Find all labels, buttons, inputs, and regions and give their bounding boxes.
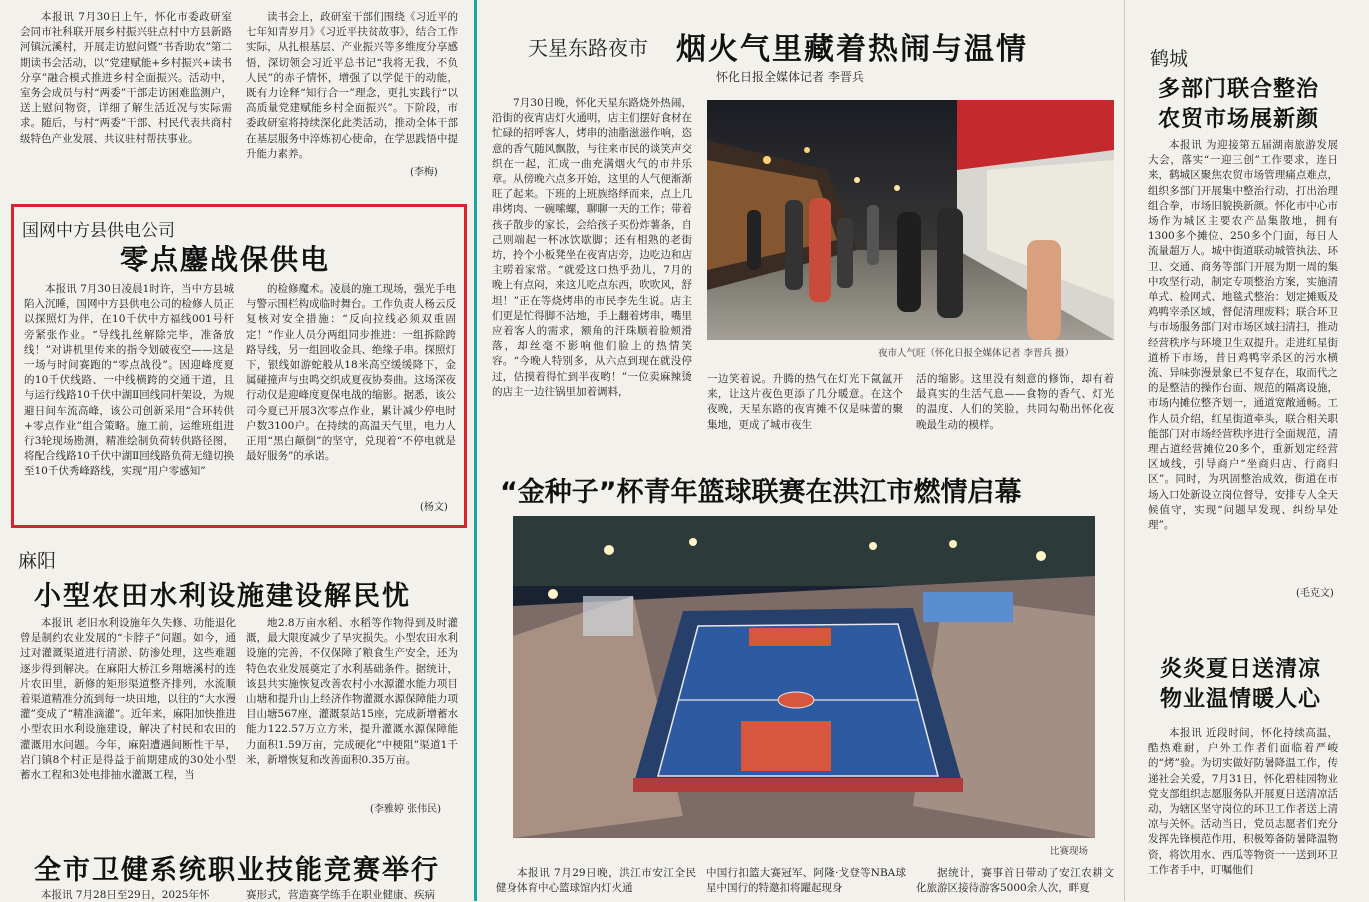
power-col2: 的检修魔术。凌晨的施工现场，强光手电与警示围栏构成临时舞台。工作负责人杨云反复核对安全措施：“反向拉线必须双重固定！”作业人员分两组同步推进：一组拆除跨路导线，另一组回收金具、绝缘子串。探照灯下，银线如游蛇般从18米高空缓缓降下，金属碰撞声与虫鸣交织成夏夜协奏曲。这场深夜行动仅是迎峰度夏保电战的缩影。据悉，该公司今夏已开展3次零点作业，累计减少停电时户数3100户。在持续的高温天气里，电力人正用“黑白颠倒”的坚守，兑现着“不停电就是最好服务”的承诺。 xyxy=(246,283,456,463)
health-headline: 全市卫健系统职业技能竞赛举行 xyxy=(34,855,440,886)
basketball-col1: 本报讯 7月29日晚，洪江市安江全民健身体育中心篮球馆内灯火通 xyxy=(496,867,696,895)
health-col1: 本报讯 7月28日至29日，2025年怀 xyxy=(41,889,210,901)
hecheng-headline-line1: 多部门联合整治 xyxy=(1158,77,1320,102)
mayang-signature: (李雅婷 张伟民) xyxy=(370,804,441,815)
left-top-col2: 读书会上，政研室干部们围绕《习近平的七年知青岁月》《习近平扶贫故事》，结合工作实际，从扎根基层、产业振兴等多维度分享感悟，深切领会习近平总书记“我将无我，不负人民”的赤子情怀，增强了以学促干的动能，既有力诠释“知行合一”理念，更扎实践行“以高质量党建赋能乡村全面振兴”。下阶段，市委政研室将持续深化此类活动，推动全体干部在基层服务中淬炼初心使命，在学思践悟中提升能力素养。 xyxy=(246,11,458,160)
health-col2: 赛形式，营造赛学练手在职业健康、疾病 xyxy=(246,889,435,901)
power-kicker: 国网中方县供电公司 xyxy=(22,221,175,241)
basketball-arena-illustration xyxy=(513,516,1095,838)
basketball-col3: 据统计，赛事首日带动了安江农耕文化旅游区接待游客5000余人次，畔夏 xyxy=(916,867,1114,895)
mayang-col1: 本报讯 老旧水利设施年久失修、功能退化曾是制约农业发展的“卡脖子”问题。如今，通过对灌溉渠道进行清淤、防渗处理，这些难题逐步得到解决。在麻阳大桥江乡翔塘溪村的连片农田里，新修的矩形渠道整齐排列，水流顺着渠道精准分流到每一块田地，以往的“大水漫灌”变成了“精准滴灌”。近年来，麻阳加快推进小型农田水利设施建设，解决了村民和农田的灌溉用水问题。今年，麻阳遭遇间断性干旱，岩门镇8个村正是得益于前期建成的30处小型蓄水工程和3处电排抽水灌溉工程，当 xyxy=(20,617,236,782)
basketball-col2: 中国行扣篮大赛冠军、阿隆·戈登等NBA球星中国行的特邀扣将躍起现身 xyxy=(706,867,906,895)
basketball-photo-caption: 比赛现场 xyxy=(1050,846,1089,857)
summer-headline-line1: 炎炎夏日送清凉 xyxy=(1160,657,1322,682)
power-headline: 零点鏖战保供电 xyxy=(120,243,331,276)
hecheng-signature: (毛克文) xyxy=(1296,588,1334,599)
basketball-photo xyxy=(513,516,1095,838)
power-col1: 本报讯 7月30日凌晨1时许，当中方县城陷入沉睡，国网中方县供电公司的检修人员正以探照灯为伴，在10千伏中方福线001号杆旁紧张作业。“导线扎丝解除完毕，准备放线！”对讲机里传来的指令划破夜空——这是一场与时间赛跑的“零点战役”。因迎峰度夏的10千伏线路、一中线横跨的交通干道，且与运行线路10千伏中湖Ⅱ回线同杆架设，为规避日间车流高峰，该公司创新采用“合环转供+零点作业”组合策略。施工前，运维班组进行3轮现场勘测，精准绘制负荷转供路径图，将配合线路10千伏中湖Ⅱ回线路负荷无缝切换至10千伏秀峰路线，实现“用户零感知” xyxy=(24,283,234,478)
left-top-signature: (李梅) xyxy=(410,167,438,178)
mayang-kicker: 麻阳 xyxy=(18,550,57,572)
basketball-headline: “金种子”杯青年篮球联赛在洪江市燃情启幕 xyxy=(500,477,1022,508)
column-divider xyxy=(474,0,477,901)
hecheng-kicker: 鹤城 xyxy=(1150,48,1189,70)
right-column-divider xyxy=(1124,0,1125,901)
summer-body: 本报讯 近段时间，怀化持续高温，酷热难耐，户外工作者们面临着严峻的“烤”验。为切实做好防暑降温工作，传递社会关爱，7月31日，怀化碧桂园物业党支部组织志愿服务队开展夏日送清凉活动，为辖区坚守岗位的环卫工作者送上清凉与关怀。活动当日，党员志愿者们充分发挥先锋模范作用，积极筹备防暑降温物资，将饮用水、西瓜等物资一一送到环卫工作者手中，叮嘱他们 xyxy=(1148,727,1338,876)
nightmarket-col2: 一边笑着说。升腾的热气在灯光下氤氲开来，让这片夜色更添了几分暖意。在这个夜晚，天星东路的夜宵摊不仅是味蕾的聚集地，更成了城市夜生 xyxy=(707,373,903,431)
night-street-illustration xyxy=(707,100,1114,340)
hecheng-body: 本报讯 为迎接第五届湖南旅游发展大会，落实“一迎三创”工作要求，连日来，鹤城区聚焦农贸市场管理痛点难点，组织多部门开展集中整治行动，打出治理组合拳，市场旧貌换新颜。怀化市中心市场作为城区主要农产品集散地，拥有1300多个摊位、250多个门面，每日人流量超万人。城中街道联动城管执法、环卫、交通、商务等部门开展为期一周的集中攻坚行动，制定专项整治方案，实施清单式、检网式、地毯式整治：划定摊贩及鸡鸭宰杀区域，督促清理废料；联合环卫与市场服务部门对市场区域扫清扫，推动经营秩序与环境卫生双提升。走进红星街道桥下市场，昔日鸡鸭宰杀区的污水横流、异味弥漫景象已不复存在，取而代之的是整洁的操作台面、规范的隔离设施，市场内摊位整齐划一，通道宽敞通畅。工作人员介绍，红星街道牵头，联合相关职能部门对市场经营秩序进行全面规范，清理占道经营摊位20多个，重新划定经营区域线，引导商户“坐商归店、行商归区”。同时，为巩固整治成效，街道在市场入口处新设立岗位督导，安排专人全天候值守，实现“问题早发现、纠纷早处理”。 xyxy=(1148,139,1338,532)
nightmarket-col3: 活的缩影。这里没有刻意的修饰，却有着最真实的生活气息——食物的香气、灯光的温度、人们的笑脸，共同勾勒出怀化夜晚最生动的模样。 xyxy=(916,373,1114,431)
nightmarket-byline: 怀化日报全媒体记者 李晋兵 xyxy=(716,70,864,84)
nightmarket-headline: 烟火气里藏着热闹与温情 xyxy=(676,32,1028,67)
nightmarket-photo xyxy=(707,100,1114,340)
power-signature: (杨文) xyxy=(420,502,448,513)
nightmarket-col1: 7月30日晚，怀化天星东路烧外热闹，沿街的夜宵店灯火通明，店主们摆好食材在忙碌的招呼客人，烤串的油脂滋滋作响，恣意的香气随风飘散，与往来市民的谈笑声交织在一起，汇成一曲充满烟火气的市井乐章。从傍晚六点多开始，这里的人气便渐渐旺了起来。下班的上班族络绎而来，点上几串烤肉、一碗嗦螺，聊聊一天的工作；带着孩子散步的家长，会给孩子买份炸薯条，自己则端起一杯冰饮歇脚；还有相熟的老街坊，拎个小板凳坐在夜宵店旁，边吃边和店主唠着家常。“就爱这口热乎劲儿，7月的晚上有点闷，来这儿吃点东西，吹吹风，舒坦！”正在等烧烤串的市民李先生说。店主们更是忙得脚不沾地，手上翻着烤串，嘴里应着客人的需求，额角的汗珠顺着脸颊滑落，却丝毫不影响他们脸上的热情笑容。“今晚人特别多，从六点到现在就没停过，估摸着得忙到半夜哟！”一位卖麻辣烫的店主一边往锅里加着调料， xyxy=(492,97,692,398)
hecheng-headline-line2: 农贸市场展新颜 xyxy=(1158,107,1320,132)
nightmarket-kicker: 天星东路夜市 xyxy=(528,36,648,60)
nightmarket-photo-caption: 夜市人气旺（怀化日报全媒体记者 李晋兵 摄） xyxy=(878,348,1075,359)
mayang-headline: 小型农田水利设施建设解民忧 xyxy=(34,581,411,612)
summer-headline-line2: 物业温情暖人心 xyxy=(1160,687,1322,712)
left-top-col1: 本报讯 7月30日上午，怀化市委政研室会同市社科联开展乡村振兴驻点村中方县新路河镇沅溪村，开展走访慰问暨“书香助农”第二期读书会活动，以“党建赋能+乡村振兴+读书分享”融合模式推进乡村全面振兴。活动中，室务会成员与村“两委”干部走访困难监测户，送上慰问物资，详细了解生活近况与实际需求。随后，与村“两委”干部、村民代表共商村级特色产业发展、共议驻村帮扶事业。 xyxy=(20,11,232,145)
mayang-col2: 地2.8万亩水稻、水稻等作物得到及时灌溉，最大限度减少了旱灾损失。小型农田水利设施的完善，不仅保障了粮食生产安全，还为特色农业发展奠定了水利基础条件。据统计，该县共实施恢复改善农村小水源灌水能力项目山塘和提升山上经济作物灌溉水源保障能力项目山塘567座，灌溉泵站15座，完成新增蓄水能力122.57万立方米，提升灌溉水源保障能力面积1.59万亩，完成硬化“中梗阻”渠道1千米，新增恢复和改善面积0.35万亩。 xyxy=(246,617,458,766)
